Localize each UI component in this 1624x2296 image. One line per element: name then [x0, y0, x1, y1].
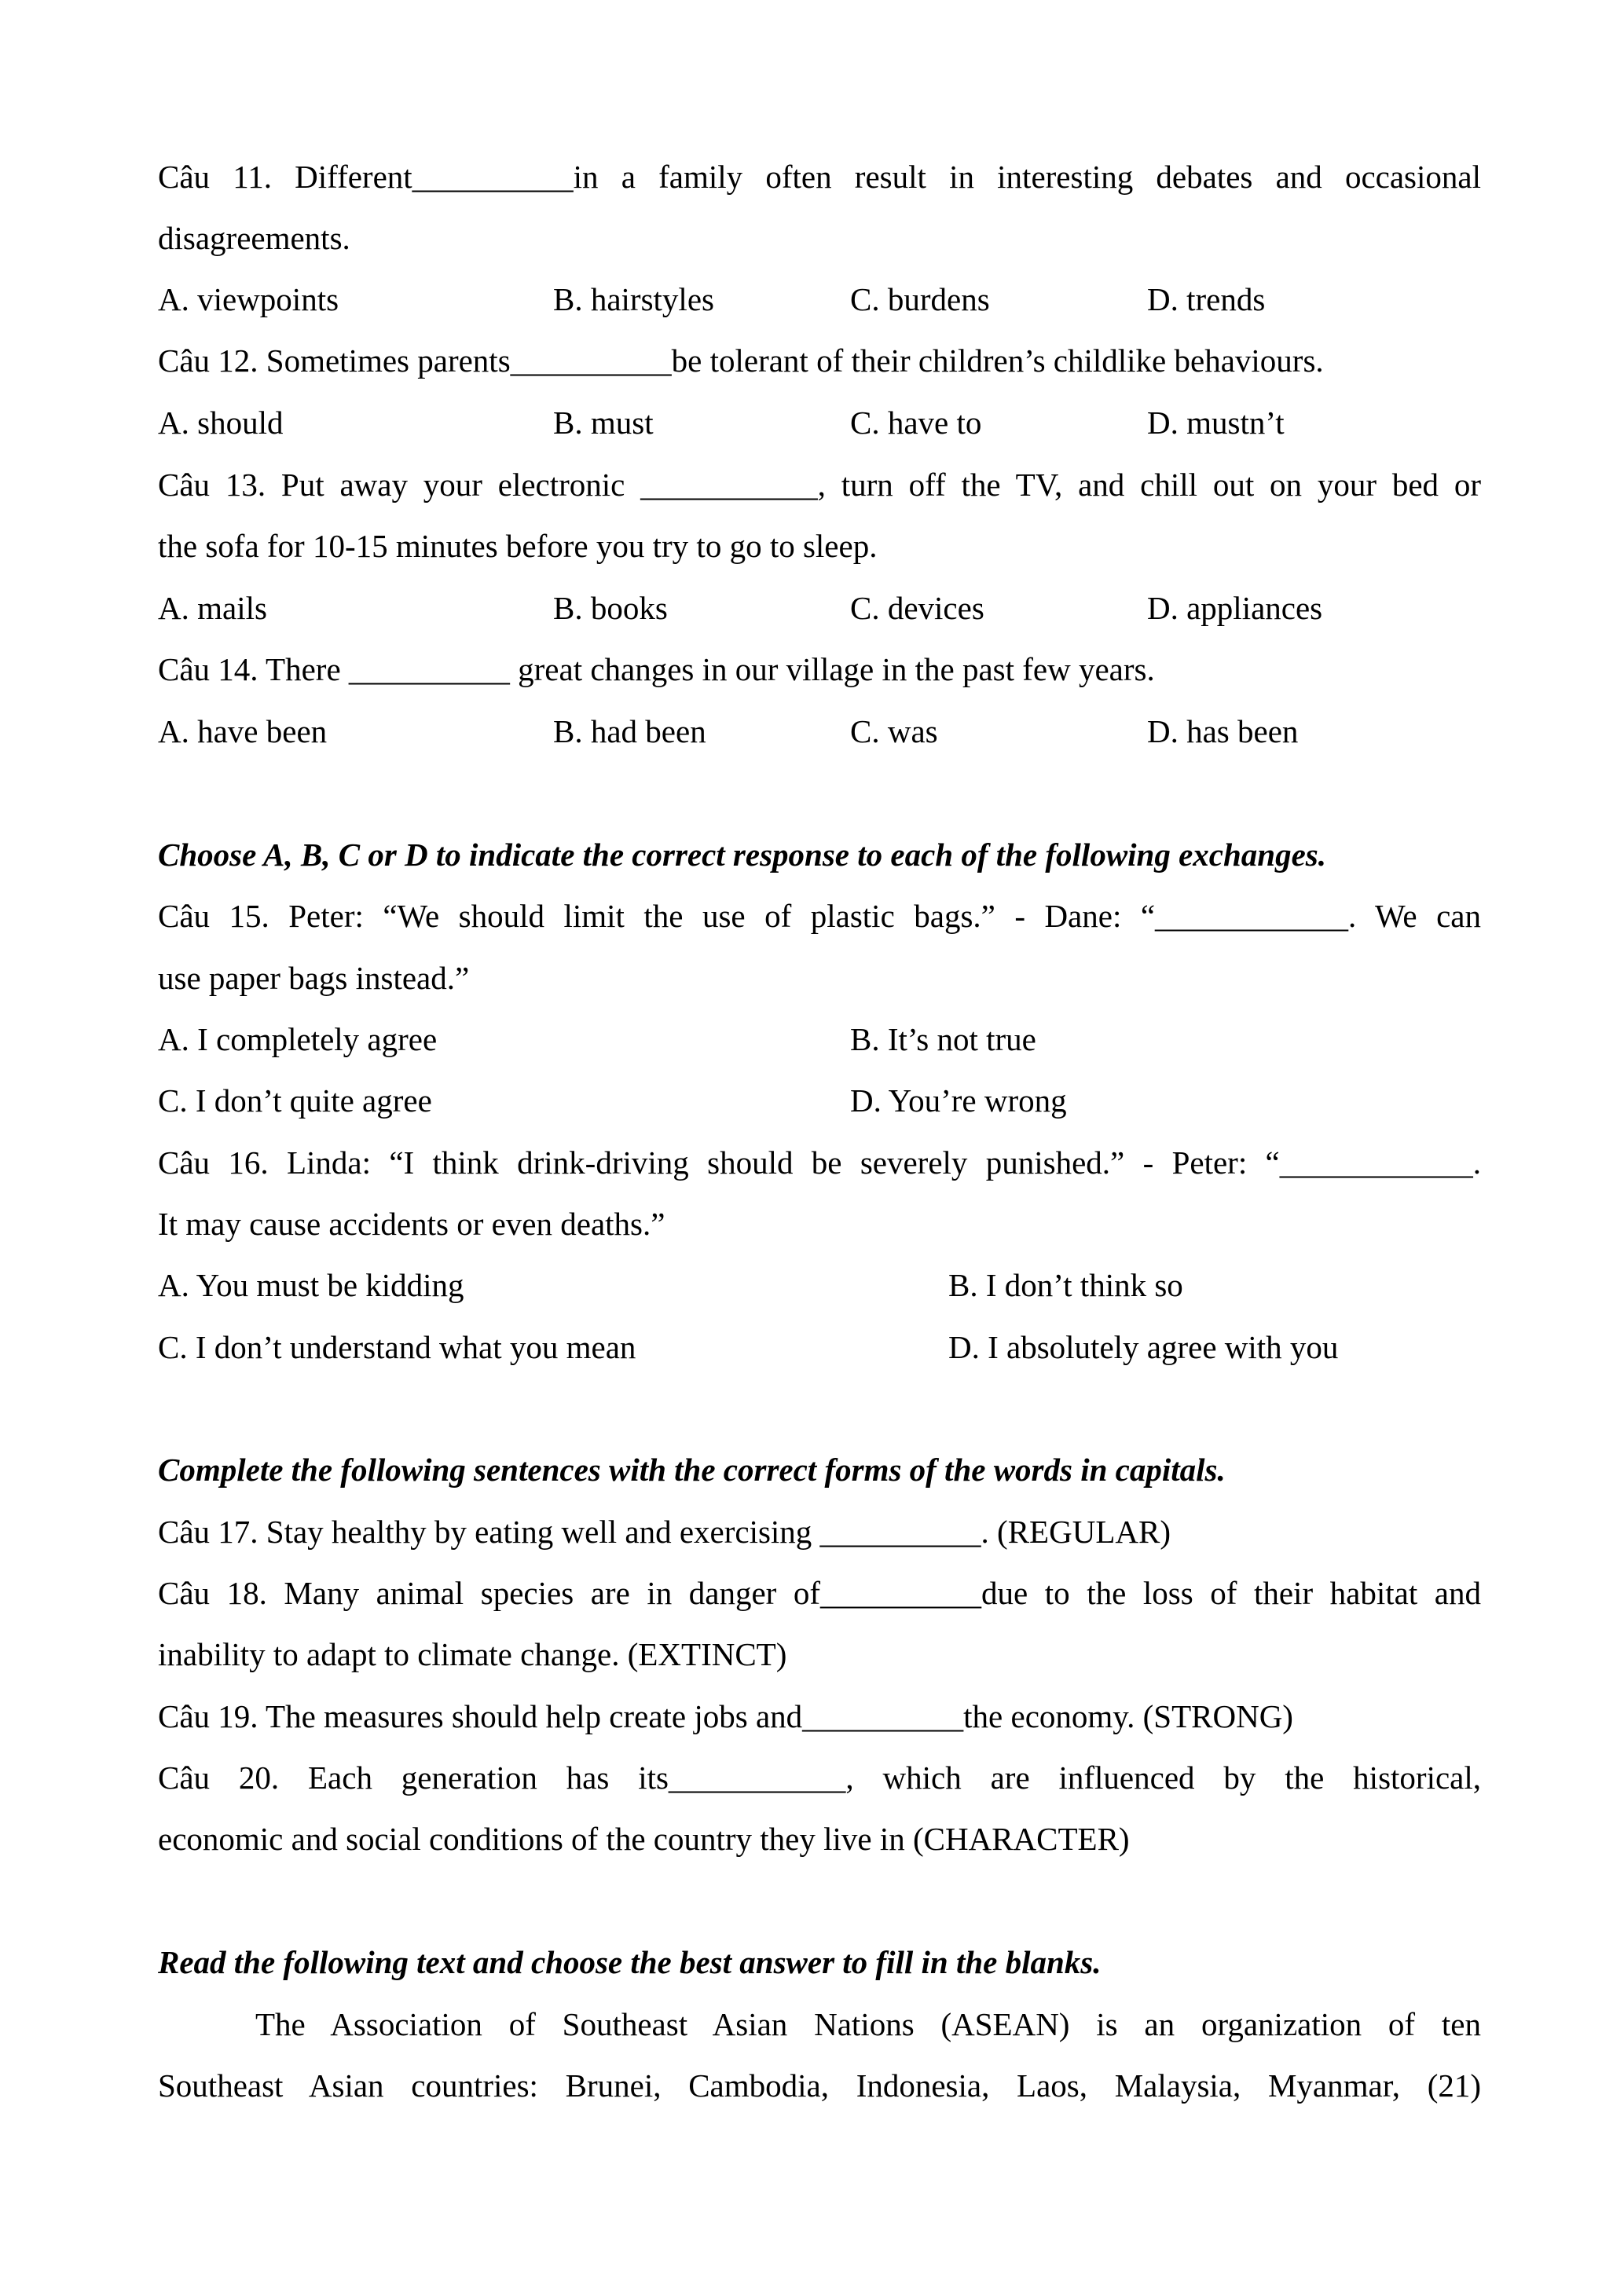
question-15-option-d: D. You’re wrong: [850, 1082, 1067, 1119]
question-14-text: Câu 14. There __________ great changes in our village in the past few years.: [158, 651, 1155, 687]
question-18-text-cont: inability to adapt to climate change. (EXTINCT): [158, 1636, 787, 1672]
question-12-option-c: C. have to: [850, 405, 982, 441]
question-14-option-b: B. had been: [553, 713, 706, 749]
question-12-text: Câu 12. Sometimes parents__________be tolerant of their children’s childlike behaviours.: [158, 342, 1324, 379]
question-11-option-a: A. viewpoints: [158, 281, 339, 317]
instruction-exchanges: Choose A, B, C or D to indicate the correct response to each of the following exchanges.: [158, 837, 1327, 873]
question-14-option-d: D. has been: [1147, 713, 1299, 749]
question-13-text: Câu 13. Put away your electronic ___________, turn off the TV, and chill out on your bed or: [158, 467, 1481, 503]
instruction-word-forms: Complete the following sentences with the correct forms of the words in capitals.: [158, 1452, 1226, 1488]
question-13-option-c: C. devices: [850, 590, 984, 626]
question-20-text-cont: economic and social conditions of the country they live in (CHARACTER): [158, 1821, 1130, 1857]
question-16-option-a: A. You must be kidding: [158, 1267, 464, 1303]
question-17-text: Câu 17. Stay healthy by eating well and exercising __________. (REGULAR): [158, 1514, 1171, 1550]
question-16-option-c: C. I don’t understand what you mean: [158, 1329, 636, 1365]
question-16-text-cont: It may cause accidents or even deaths.”: [158, 1206, 665, 1242]
question-15-text: Câu 15. Peter: “We should limit the use of plastic bags.” - Dane: “____________. We can: [158, 898, 1481, 934]
question-11-text-cont: disagreements.: [158, 220, 350, 256]
question-14-option-c: C. was: [850, 713, 938, 749]
passage-line-1: The Association of Southeast Asian Nations (ASEAN) is an organization of ten: [255, 2006, 1481, 2042]
instruction-reading: Read the following text and choose the best answer to fill in the blanks.: [158, 1944, 1102, 1980]
question-18-text: Câu 18. Many animal species are in danger of__________due to the loss of their habitat and: [158, 1575, 1481, 1611]
question-16-option-b: B. I don’t think so: [948, 1267, 1183, 1303]
question-11-text: Câu 11. Different__________in a family often result in interesting debates and occasional: [158, 159, 1481, 195]
question-15-option-c: C. I don’t quite agree: [158, 1082, 432, 1119]
question-13-option-a: A. mails: [158, 590, 267, 626]
question-15-text-cont: use paper bags instead.”: [158, 960, 470, 996]
question-20-text: Câu 20. Each generation has its___________, which are influenced by the historical,: [158, 1760, 1481, 1796]
question-12-option-a: A. should: [158, 405, 284, 441]
question-16-text: Câu 16. Linda: “I think drink-driving should be severely punished.” - Peter: “____________.: [158, 1144, 1481, 1181]
question-11-option-b: B. hairstyles: [553, 281, 714, 317]
question-13-text-cont: the sofa for 10-15 minutes before you try to go to sleep.: [158, 528, 878, 564]
question-14-option-a: A. have been: [158, 713, 328, 749]
question-19-text: Câu 19. The measures should help create jobs and__________the economy. (STRONG): [158, 1698, 1293, 1734]
question-11-option-c: C. burdens: [850, 281, 990, 317]
question-13-option-b: B. books: [553, 590, 668, 626]
passage-line-2: Southeast Asian countries: Brunei, Cambodia, Indonesia, Laos, Malaysia, Myanmar, (21): [158, 2067, 1481, 2104]
question-12-option-b: B. must: [553, 405, 654, 441]
question-12-option-d: D. mustn’t: [1147, 405, 1285, 441]
question-11-option-d: D. trends: [1147, 281, 1266, 317]
question-13-option-d: D. appliances: [1147, 590, 1323, 626]
question-15-option-b: B. It’s not true: [850, 1021, 1036, 1057]
question-15-option-a: A. I completely agree: [158, 1021, 438, 1057]
question-16-option-d: D. I absolutely agree with you: [948, 1329, 1339, 1365]
